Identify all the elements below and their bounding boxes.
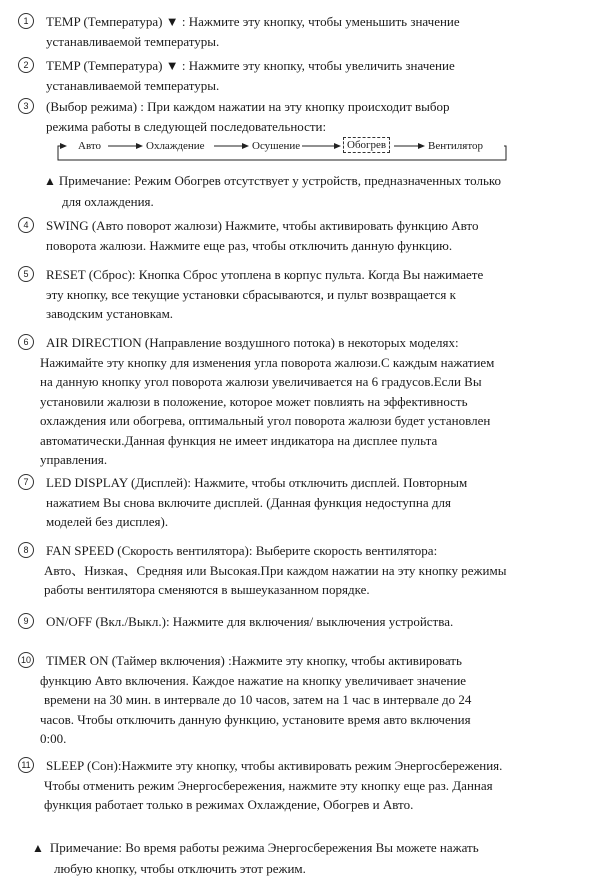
instruction-item-9 <box>18 612 592 632</box>
mode-auto-label: Авто <box>78 140 102 152</box>
heating-note <box>44 171 594 211</box>
item-text-line: Авто、Низкая、Средняя или Высокая.При каждом нажатии на эту кнопку режимы <box>44 562 507 578</box>
item-text-line: Чтобы отменить режим Энергосбережения, нажмите эту кнопку еще раз. Данная <box>44 777 493 793</box>
item-text-line: времени на 30 мин. в интервале до 10 часов, затем на 1 час в интервале до 24 <box>44 692 472 707</box>
item-text-line: эту кнопку, все текущие установки сбрасываются, и пульт возвращается к <box>46 286 456 302</box>
note-text-line: Примечание: Во время работы режима Энергосбережения Вы можете нажать <box>49 840 479 855</box>
instruction-item-4 <box>18 216 592 255</box>
item-text-line: охлаждения или обогрева, оптимальный угол поворота жалюзи будет установлен <box>40 413 491 428</box>
item-text-line: поворота жалюзи. Нажмите еще раз, чтобы отключить данную функцию. <box>46 237 453 253</box>
instruction-item-2 <box>18 56 592 95</box>
mode-fan-label: Вентилятор <box>428 140 484 152</box>
instruction-item-8 <box>18 541 592 600</box>
item-text-line: устанавливаемой температуры. <box>46 77 220 93</box>
item-text-line: режима работы в следующей последовательности: <box>46 118 327 134</box>
item-text-line: RESET (Сброс): Кнопка Сброс утоплена в корпус пульта. Когда Вы нажимаете <box>46 267 484 282</box>
item-number-badge: 2 <box>18 57 34 73</box>
item-text-line: TEMP (Температура) ▼ : Нажмите эту кнопку, чтобы увеличить значение <box>46 58 455 73</box>
note-text-line: любую кнопку, чтобы отключить этот режим. <box>54 860 306 876</box>
instruction-item-10 <box>18 651 592 749</box>
mode-dry-label: Осушение <box>252 140 301 152</box>
mode-heat-label: Обогрев <box>343 137 390 153</box>
item-text-line: установили жалюзи в положение, которое может повлиять на эффективность <box>40 393 468 409</box>
mode-sequence-diagram <box>56 136 508 160</box>
item-text-line: функцию Авто включения. Каждое нажатие на кнопку увеличивает значение <box>40 672 467 688</box>
item-text-line: заводским установкам. <box>46 306 174 321</box>
note-text-line: для охлаждения. <box>62 193 154 209</box>
item-text-line: SLEEP (Сон):Нажмите эту кнопку, чтобы активировать режим Энергосбережения. <box>46 758 503 773</box>
instruction-item-11 <box>18 756 592 815</box>
item-text-line: SWING (Авто поворот жалюзи) Нажмите, чтобы активировать функцию Авто <box>46 218 479 233</box>
item-text-line: на данную кнопку угол поворота жалюзи увеличивается на 6 градусов.Если Вы <box>40 374 482 389</box>
item-text-line: (Выбор режима) : При каждом нажатии на эту кнопку происходит выбор <box>46 99 450 114</box>
warning-icon: ▲ <box>44 174 56 188</box>
item-text-line: Нажимайте эту кнопку для изменения угла поворота жалюзи.С каждым нажатием <box>40 354 495 370</box>
item-text-line: часов. Чтобы отключить данную функцию, установите время авто включения <box>40 711 471 727</box>
item-text-line: ON/OFF (Вкл./Выкл.): Нажмите для включения/ выключения устройства. <box>46 614 454 629</box>
item-text-line: 0:00. <box>40 731 67 746</box>
item-text-line: TIMER ON (Таймер включения) :Нажмите эту кнопку, чтобы активировать <box>46 653 462 668</box>
item-text-line: устанавливаемой температуры. <box>46 33 220 49</box>
item-text-line: управления. <box>40 452 108 467</box>
item-text-line: нажатием Вы снова включите дисплей. (Данная функция недоступна для <box>46 494 451 510</box>
item-text-line: AIR DIRECTION (Направление воздушного потока) в некоторых моделях: <box>46 335 459 350</box>
item-text-line: TEMP (Температура) ▼ : Нажмите эту кнопку, чтобы уменьшить значение <box>46 14 460 29</box>
item-number-badge: 6 <box>18 334 34 350</box>
warning-icon: ▲ <box>32 841 44 855</box>
item-text-line: LED DISPLAY (Дисплей): Нажмите, чтобы отключить дисплей. Повторным <box>46 475 468 490</box>
note-text-line: Примечание: Режим Обогрев отсутствует у устройств, предназначенных только <box>58 173 502 188</box>
item-number-badge: 11 <box>18 757 34 773</box>
instruction-item-6 <box>18 333 592 470</box>
instruction-item-5 <box>18 265 592 324</box>
item-number-badge: 10 <box>18 652 34 668</box>
instruction-item-3 <box>18 97 592 136</box>
item-text-line: моделей без дисплея). <box>46 514 169 529</box>
item-text-line: автоматически.Данная функция не имеет индикатора на дисплее пульта <box>40 432 438 448</box>
item-number-badge: 3 <box>18 98 34 114</box>
item-number-badge: 7 <box>18 474 34 490</box>
item-number-badge: 1 <box>18 13 34 29</box>
instruction-item-1 <box>18 12 592 51</box>
item-number-badge: 9 <box>18 613 34 629</box>
sleep-note <box>32 838 592 878</box>
item-text-line: работы вентилятора сменяются в вышеуказанном порядке. <box>44 582 370 597</box>
instruction-item-7 <box>18 473 592 532</box>
item-number-badge: 5 <box>18 266 34 282</box>
mode-cool-label: Охлаждение <box>146 140 205 152</box>
item-text-line: функция работает только в режимах Охлаждение, Обогрев и Авто. <box>44 797 414 812</box>
item-text-line: FAN SPEED (Скорость вентилятора): Выберите скорость вентилятора: <box>46 543 438 558</box>
item-number-badge: 4 <box>18 217 34 233</box>
item-number-badge: 8 <box>18 542 34 558</box>
